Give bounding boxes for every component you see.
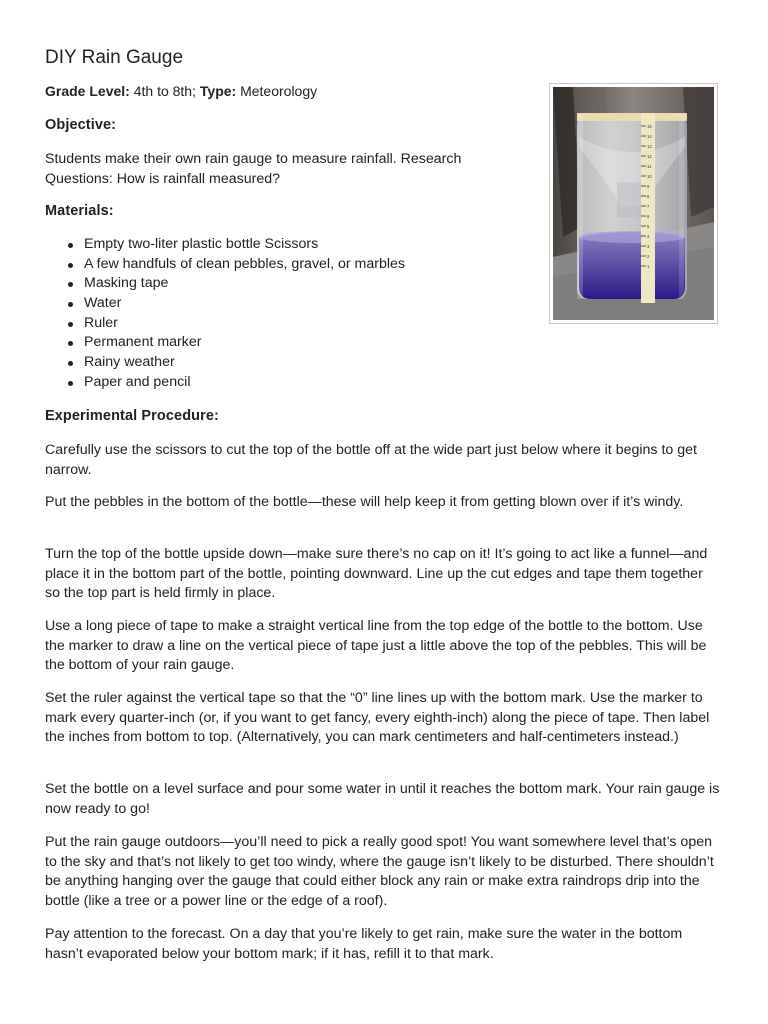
scale-label: 14 bbox=[647, 134, 652, 139]
objective-text: Students make their own rain gauge to measure rainfall. Research Questions: How is rainfall measured? bbox=[45, 151, 462, 187]
scale-label: 7 bbox=[647, 204, 650, 209]
procedure-step-3: Turn the top of the bottle upside down—make sure there’s no cap on it! It’s going to act like a funnel—and place it in the bottom part of the bottle, pointing downward. Line up the cut edges and tape them together so the top part is held firmly in place. bbox=[45, 546, 708, 601]
scale-label: 13 bbox=[647, 144, 652, 149]
scale-label: 11 bbox=[647, 164, 652, 169]
procedure-step-4: Use a long piece of tape to make a straight vertical line from the top edge of the bottle to the bottom. Use the marker to draw a line on the vertical piece of tape just a little above the top of the pebbles. This will be the bottom of your rain gauge. bbox=[45, 618, 707, 673]
rain-gauge-illustration bbox=[553, 87, 714, 320]
list-item: A few handfuls of clean pebbles, gravel, or marbles bbox=[45, 255, 405, 275]
procedure-step-8: Pay attention to the forecast. On a day that you’re likely to get rain, make sure the water in the bottom hasn’t evaporated below your bottom mark; if it has, refill it to that mark. bbox=[45, 926, 683, 962]
type-value: Meteorology bbox=[236, 83, 318, 99]
list-item: Ruler bbox=[45, 314, 405, 334]
scale-label: 2 bbox=[647, 254, 650, 259]
procedure-step-5: Set the ruler against the vertical tape so that the “0” line lines up with the bottom mark. Use the marker to mark every quarter-inch (or, if you want to get fancy, every eighth-inch) along the piece of tape. Then label the inches from bottom to top. (Alternatively, you can mark centimeters and half-centimeters instead.) bbox=[45, 690, 710, 745]
scale-label: 10 bbox=[647, 174, 652, 179]
procedure-step-2: Put the pebbles in the bottom of the bottle—these will help keep it from getting blown over if it’s windy. bbox=[45, 494, 684, 510]
rain-gauge-photo bbox=[549, 83, 718, 324]
scale-label: 12 bbox=[647, 154, 652, 159]
scale-label: 9 bbox=[647, 184, 650, 189]
list-item: Masking tape bbox=[45, 274, 405, 294]
scale-label: 8 bbox=[647, 194, 650, 199]
scale-label: 4 bbox=[647, 234, 650, 239]
list-item: Empty two-liter plastic bottle Scissors bbox=[45, 235, 405, 255]
scale-label: 1 bbox=[647, 264, 650, 269]
materials-list bbox=[45, 235, 405, 393]
scale-label: 15 bbox=[647, 124, 652, 129]
meta-line bbox=[45, 83, 317, 99]
procedure-step-7: Put the rain gauge outdoors—you’ll need to pick a really good spot! You want somewhere level that’s open to the sky and that’s not likely to get too windy, where the gauge isn’t likely to be disturbed. There shouldn’t be anything hanging over the gauge that could either block any rain or make extra raindrops drip into the bottle (like a tree or a power line or the edge of a roof). bbox=[45, 834, 714, 909]
list-item: Rainy weather bbox=[45, 353, 405, 373]
procedure-step-6: Set the bottle on a level surface and pour some water in until it reaches the bottom mark. Your rain gauge is now ready to go! bbox=[45, 781, 720, 817]
list-item: Paper and pencil bbox=[45, 373, 405, 393]
objective-heading: Objective: bbox=[45, 117, 117, 133]
materials-heading: Materials: bbox=[45, 203, 114, 219]
procedure-step-1: Carefully use the scissors to cut the top of the bottle off at the wide part just below where it begins to get narrow. bbox=[45, 442, 697, 478]
scale-label: 3 bbox=[647, 244, 650, 249]
type-label: Type: bbox=[199, 83, 237, 99]
grade-value: 4th to 8th; bbox=[129, 83, 200, 99]
list-item: Permanent marker bbox=[45, 333, 405, 353]
list-item: Water bbox=[45, 294, 405, 314]
scale-label: 5 bbox=[647, 224, 650, 229]
procedure-heading: Experimental Procedure: bbox=[45, 408, 219, 424]
grade-label: Grade Level: bbox=[45, 83, 130, 99]
scale-label: 6 bbox=[647, 214, 650, 219]
page-title: DIY Rain Gauge bbox=[45, 47, 184, 68]
